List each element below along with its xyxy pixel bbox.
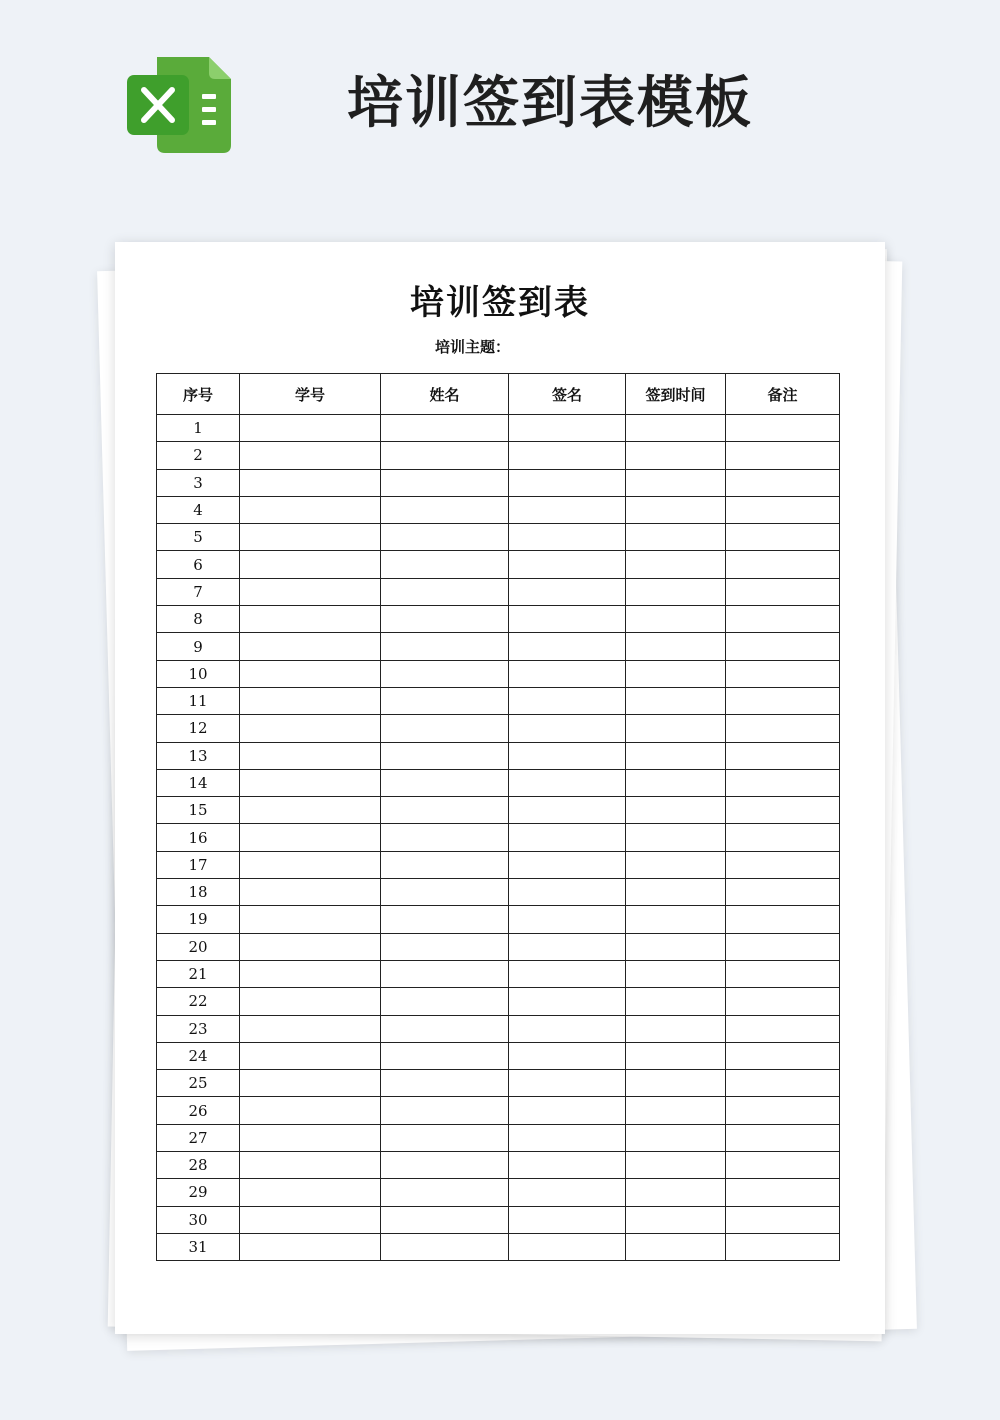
cell-sign-time[interactable] [626,551,726,578]
cell-remarks[interactable] [726,988,840,1015]
cell-sign-time[interactable] [626,1042,726,1069]
cell-signature[interactable] [509,1179,626,1206]
cell-signature[interactable] [509,442,626,469]
cell-index: 27 [157,1124,240,1151]
cell-name[interactable] [381,1152,509,1179]
cell-index: 2 [157,442,240,469]
table-row [157,715,840,742]
cell-sign-time[interactable] [626,660,726,687]
cell-sign-time[interactable] [626,1070,726,1097]
cell-signature[interactable] [509,660,626,687]
cell-index: 26 [157,1097,240,1124]
table-row [157,1097,840,1124]
cell-signature[interactable] [509,633,626,660]
cell-remarks[interactable] [726,1152,840,1179]
cell-signature[interactable] [509,1097,626,1124]
cell-sign-time[interactable] [626,687,726,714]
cell-remarks[interactable] [726,851,840,878]
cell-signature[interactable] [509,851,626,878]
table-row [157,1070,840,1097]
cell-student-id[interactable] [240,442,381,469]
cell-remarks[interactable] [726,496,840,523]
cell-student-id[interactable] [240,551,381,578]
sign-in-table [156,373,840,1261]
cell-signature[interactable] [509,879,626,906]
cell-remarks[interactable] [726,960,840,987]
table-row [157,496,840,523]
cell-index: 29 [157,1179,240,1206]
table-row [157,960,840,987]
cell-student-id[interactable] [240,687,381,714]
cell-signature[interactable] [509,551,626,578]
cell-index: 28 [157,1152,240,1179]
cell-signature[interactable] [509,769,626,796]
cell-sign-time[interactable] [626,769,726,796]
cell-signature[interactable] [509,687,626,714]
cell-signature[interactable] [509,524,626,551]
cell-remarks[interactable] [726,797,840,824]
cell-sign-time[interactable] [626,1124,726,1151]
table-row [157,988,840,1015]
cell-student-id[interactable] [240,1070,381,1097]
cell-name[interactable] [381,606,509,633]
cell-student-id[interactable] [240,1233,381,1260]
table-row [157,1206,840,1233]
cell-index: 18 [157,879,240,906]
cell-remarks[interactable] [726,824,840,851]
cell-index: 30 [157,1206,240,1233]
cell-sign-time[interactable] [626,851,726,878]
table-row [157,742,840,769]
training-topic-label: 培训主题： [435,338,511,356]
cell-remarks[interactable] [726,1233,840,1260]
cell-student-id[interactable] [240,496,381,523]
table-row [157,551,840,578]
cell-sign-time[interactable] [626,879,726,906]
cell-student-id[interactable] [240,606,381,633]
cell-signature[interactable] [509,933,626,960]
cell-signature[interactable] [509,1233,626,1260]
cell-signature[interactable] [509,1042,626,1069]
cell-student-id[interactable] [240,988,381,1015]
cell-signature[interactable] [509,606,626,633]
cell-student-id[interactable] [240,1124,381,1151]
cell-index: 31 [157,1233,240,1260]
cell-signature[interactable] [509,469,626,496]
cell-student-id[interactable] [240,715,381,742]
cell-index: 12 [157,715,240,742]
cell-index: 24 [157,1042,240,1069]
cell-sign-time[interactable] [626,715,726,742]
cell-name[interactable] [381,797,509,824]
cell-index: 13 [157,742,240,769]
cell-sign-time[interactable] [626,606,726,633]
table-row [157,1124,840,1151]
cell-remarks[interactable] [726,551,840,578]
cell-name[interactable] [381,524,509,551]
cell-signature[interactable] [509,1152,626,1179]
cell-name[interactable] [381,906,509,933]
cell-signature[interactable] [509,715,626,742]
cell-remarks[interactable] [726,879,840,906]
cell-remarks[interactable] [726,1015,840,1042]
cell-signature[interactable] [509,415,626,442]
cell-sign-time[interactable] [626,960,726,987]
cell-index: 9 [157,633,240,660]
table-body [157,415,840,1261]
cell-remarks[interactable] [726,442,840,469]
cell-remarks[interactable] [726,1179,840,1206]
cell-remarks[interactable] [726,1097,840,1124]
table-row [157,851,840,878]
cell-remarks[interactable] [726,660,840,687]
cell-index: 8 [157,606,240,633]
cell-sign-time[interactable] [626,1233,726,1260]
cell-name[interactable] [381,442,509,469]
cell-remarks[interactable] [726,906,840,933]
cell-name[interactable] [381,687,509,714]
cell-name[interactable] [381,824,509,851]
cell-remarks[interactable] [726,769,840,796]
cell-student-id[interactable] [240,879,381,906]
cell-student-id[interactable] [240,824,381,851]
cell-student-id[interactable] [240,906,381,933]
cell-name[interactable] [381,769,509,796]
cell-sign-time[interactable] [626,797,726,824]
column-header-signature: 签名 [509,374,626,415]
cell-sign-time[interactable] [626,906,726,933]
cell-remarks[interactable] [726,415,840,442]
table-row [157,797,840,824]
column-header-name: 姓名 [381,374,509,415]
table-row [157,469,840,496]
column-header-student-id: 学号 [240,374,381,415]
cell-student-id[interactable] [240,960,381,987]
cell-name[interactable] [381,1206,509,1233]
cell-remarks[interactable] [726,742,840,769]
cell-student-id[interactable] [240,1015,381,1042]
cell-index: 5 [157,524,240,551]
cell-name[interactable] [381,1070,509,1097]
table-row [157,633,840,660]
column-header-sign-time: 签到时间 [626,374,726,415]
table-row [157,1042,840,1069]
cell-index: 10 [157,660,240,687]
cell-sign-time[interactable] [626,524,726,551]
cell-signature[interactable] [509,960,626,987]
cell-sign-time[interactable] [626,469,726,496]
cell-remarks[interactable] [726,715,840,742]
cell-signature[interactable] [509,988,626,1015]
column-header-index: 序号 [157,374,240,415]
cell-remarks[interactable] [726,606,840,633]
cell-index: 7 [157,578,240,605]
cell-name[interactable] [381,851,509,878]
cell-remarks[interactable] [726,1042,840,1069]
table-row [157,1233,840,1260]
cell-index: 11 [157,687,240,714]
cell-index: 22 [157,988,240,1015]
cell-signature[interactable] [509,1124,626,1151]
cell-sign-time[interactable] [626,933,726,960]
table-row [157,879,840,906]
cell-student-id[interactable] [240,1042,381,1069]
cell-sign-time[interactable] [626,1097,726,1124]
cell-name[interactable] [381,960,509,987]
cell-name[interactable] [381,496,509,523]
cell-remarks[interactable] [726,469,840,496]
table-row [157,660,840,687]
cell-name[interactable] [381,1233,509,1260]
cell-remarks[interactable] [726,1124,840,1151]
cell-signature[interactable] [509,496,626,523]
cell-student-id[interactable] [240,415,381,442]
cell-name[interactable] [381,933,509,960]
table-row [157,442,840,469]
cell-student-id[interactable] [240,1206,381,1233]
cell-student-id[interactable] [240,933,381,960]
cell-index: 15 [157,797,240,824]
cell-student-id[interactable] [240,1152,381,1179]
cell-sign-time[interactable] [626,1015,726,1042]
cell-name[interactable] [381,1124,509,1151]
cell-index: 17 [157,851,240,878]
cell-name[interactable] [381,1179,509,1206]
cell-index: 1 [157,415,240,442]
cell-index: 20 [157,933,240,960]
table-row [157,906,840,933]
cell-remarks[interactable] [726,578,840,605]
cell-signature[interactable] [509,1015,626,1042]
cell-index: 4 [157,496,240,523]
cell-sign-time[interactable] [626,578,726,605]
cell-name[interactable] [381,715,509,742]
cell-index: 3 [157,469,240,496]
document-sheet [115,242,885,1334]
cell-signature[interactable] [509,797,626,824]
table-row [157,1179,840,1206]
cell-sign-time[interactable] [626,988,726,1015]
cell-remarks[interactable] [726,687,840,714]
cell-index: 6 [157,551,240,578]
cell-name[interactable] [381,742,509,769]
cell-remarks[interactable] [726,933,840,960]
cell-signature[interactable] [509,906,626,933]
cell-signature[interactable] [509,742,626,769]
cell-student-id[interactable] [240,1097,381,1124]
cell-student-id[interactable] [240,578,381,605]
cell-signature[interactable] [509,824,626,851]
cell-index: 16 [157,824,240,851]
cell-sign-time[interactable] [626,1152,726,1179]
cell-sign-time[interactable] [626,633,726,660]
cell-name[interactable] [381,633,509,660]
cell-signature[interactable] [509,1070,626,1097]
cell-sign-time[interactable] [626,415,726,442]
cell-remarks[interactable] [726,1206,840,1233]
cell-student-id[interactable] [240,769,381,796]
table-row [157,824,840,851]
cell-name[interactable] [381,578,509,605]
cell-student-id[interactable] [240,851,381,878]
table-row [157,606,840,633]
table-row [157,524,840,551]
cell-student-id[interactable] [240,1179,381,1206]
excel-icon [127,57,231,153]
cell-index: 21 [157,960,240,987]
cell-student-id[interactable] [240,633,381,660]
cell-name[interactable] [381,469,509,496]
cell-name[interactable] [381,415,509,442]
page-title: 培训签到表模板 [347,71,753,136]
table-row [157,578,840,605]
cell-remarks[interactable] [726,524,840,551]
cell-index: 19 [157,906,240,933]
cell-student-id[interactable] [240,469,381,496]
cell-sign-time[interactable] [626,496,726,523]
cell-name[interactable] [381,660,509,687]
table-row [157,687,840,714]
cell-student-id[interactable] [240,660,381,687]
cell-sign-time[interactable] [626,1206,726,1233]
cell-name[interactable] [381,1097,509,1124]
cell-sign-time[interactable] [626,824,726,851]
cell-name[interactable] [381,879,509,906]
cell-remarks[interactable] [726,633,840,660]
cell-name[interactable] [381,551,509,578]
cell-signature[interactable] [509,1206,626,1233]
table-row [157,1152,840,1179]
document-title: 培训签到表 [410,283,590,323]
table-row [157,933,840,960]
cell-name[interactable] [381,1042,509,1069]
table-header-row [157,374,840,415]
column-header-remarks: 备注 [726,374,840,415]
cell-student-id[interactable] [240,797,381,824]
cell-sign-time[interactable] [626,442,726,469]
cell-signature[interactable] [509,578,626,605]
cell-remarks[interactable] [726,1070,840,1097]
cell-student-id[interactable] [240,524,381,551]
cell-name[interactable] [381,1015,509,1042]
cell-index: 23 [157,1015,240,1042]
cell-index: 25 [157,1070,240,1097]
table-row [157,769,840,796]
table-row [157,415,840,442]
cell-index: 14 [157,769,240,796]
cell-sign-time[interactable] [626,742,726,769]
table-row [157,1015,840,1042]
cell-student-id[interactable] [240,742,381,769]
cell-name[interactable] [381,988,509,1015]
cell-sign-time[interactable] [626,1179,726,1206]
